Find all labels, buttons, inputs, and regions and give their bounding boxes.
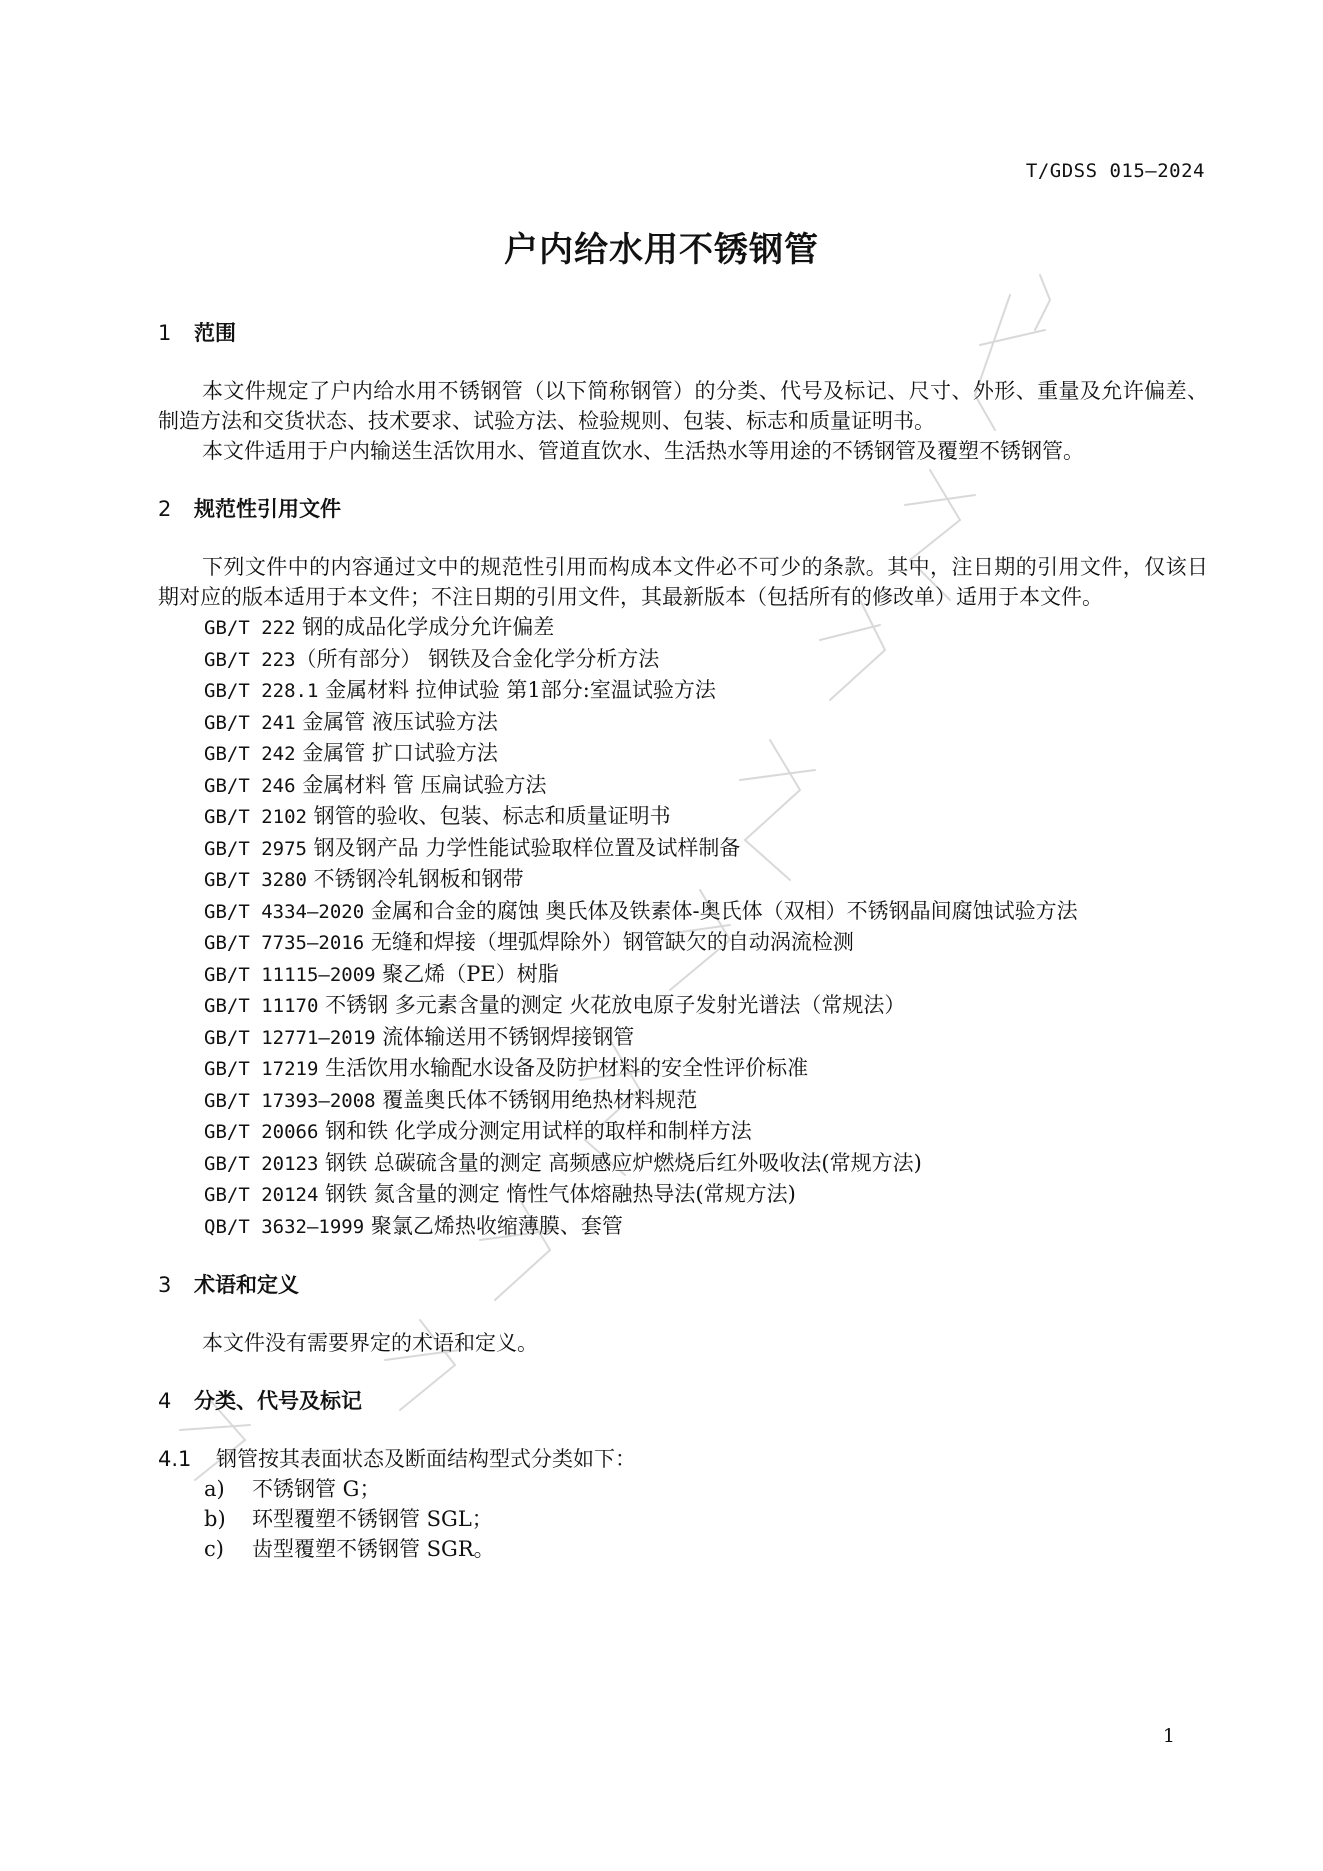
list-text: 齿型覆塑不锈钢管 SGR。 (252, 1537, 495, 1561)
reference-item (158, 1022, 1208, 1054)
reference-code: GB/T 246 (204, 774, 296, 797)
reference-code: GB/T 4334—2020 (204, 900, 365, 923)
section-number: 2 (158, 497, 172, 521)
reference-code: GB/T 7735—2016 (204, 932, 365, 954)
reference-item (158, 833, 1208, 865)
section-number: 3 (158, 1273, 172, 1297)
reference-code: QB/T 3632—1999 (204, 1215, 365, 1238)
reference-item (158, 1148, 1208, 1180)
reference-item (158, 675, 1208, 707)
reference-code: GB/T 20123 (204, 1152, 319, 1175)
reference-title: 钢的成品化学成分允许偏差 (302, 615, 555, 639)
document-body (158, 318, 1208, 1564)
reference-item (158, 990, 1208, 1022)
reference-title: 聚氯乙烯热收缩薄膜、套管 (370, 1213, 623, 1238)
reference-title: 不锈钢冷轧钢板和钢带 (313, 867, 524, 891)
section-heading-terms (158, 1270, 1208, 1300)
section-heading-classification (158, 1386, 1208, 1416)
reference-title: 聚乙烯（PE）树脂 (382, 961, 559, 986)
references-intro: 下列文件中的内容通过文中的规范性引用而构成本文件必不可少的条款。其中，注日期的引用文件，仅该日期对应的版本适用于本文件；不注日期的引用文件，其最新版本（包括所有的修改单）适用于本文件。 (158, 555, 1208, 609)
reference-code: GB/T 222 (204, 617, 296, 639)
reference-title: 金属管 扩口试验方法 (302, 741, 498, 765)
reference-code: GB/T 2975 (204, 837, 307, 860)
reference-title: 金属和合金的腐蚀 奥氏体及铁素体-奥氏体（双相）不锈钢晶间腐蚀试验方法 (370, 898, 1078, 923)
reference-title: 金属材料 管 压扁试验方法 (302, 772, 547, 797)
scope-paragraph: 本文件规定了户内给水用不锈钢管（以下简称钢管）的分类、代号及标记、尺寸、外形、重量及允许偏差、制造方法和交货状态、技术要求、试验方法、检验规则、包装、标志和质量证明书。 (158, 379, 1208, 433)
section-title: 规范性引用文件 (194, 497, 341, 521)
reference-title: 不锈钢 多元素含量的测定 火花放电原子发射光谱法（常规法） (325, 993, 906, 1017)
classification-list (158, 1474, 1208, 1564)
reference-item (158, 896, 1208, 928)
reference-title: 生活饮用水输配水设备及防护材料的安全性评价标准 (325, 1056, 809, 1080)
section-number: 4 (158, 1389, 172, 1413)
clause-number: 4.1 (158, 1447, 192, 1471)
reference-code: GB/T 242 (204, 743, 296, 765)
list-text: 不锈钢管 G； (252, 1477, 381, 1501)
reference-code: GB/T 17219 (204, 1058, 319, 1080)
reference-item (158, 959, 1208, 991)
reference-item (158, 612, 1208, 644)
reference-item (158, 738, 1208, 770)
reference-list (158, 612, 1208, 1242)
document-title: 户内给水用不锈钢管 (504, 230, 819, 270)
reference-item (158, 1053, 1208, 1085)
section-title: 分类、代号及标记 (194, 1389, 362, 1413)
list-letter: c) (204, 1537, 224, 1561)
section-title: 术语和定义 (194, 1273, 299, 1297)
section-heading-scope (158, 318, 1208, 348)
reference-item (158, 770, 1208, 802)
reference-title: 金属材料 拉伸试验 第1部分:室温试验方法 (325, 678, 716, 702)
reference-code: GB/T 11115—2009 (204, 963, 376, 986)
terms-paragraph: 本文件没有需要界定的术语和定义。 (202, 1331, 538, 1355)
list-item (158, 1534, 1208, 1564)
reference-title: 流体输送用不锈钢焊接钢管 (382, 1024, 635, 1049)
reference-title: 钢和铁 化学成分测定用试样的取样和制样方法 (325, 1119, 752, 1143)
reference-item (158, 1085, 1208, 1117)
reference-title: 钢及钢产品 力学性能试验取样位置及试样制备 (313, 835, 741, 860)
reference-item (158, 801, 1208, 833)
section-title: 范围 (194, 321, 236, 345)
reference-code: GB/T 20124 (204, 1184, 319, 1206)
list-item (158, 1474, 1208, 1504)
reference-code: GB/T 228.1 (204, 680, 319, 702)
reference-code: GB/T 2102 (204, 806, 307, 828)
clause-4-1 (158, 1444, 1208, 1474)
document-code: T/GDSS 015—2024 (1025, 160, 1205, 182)
reference-code: GB/T 241 (204, 711, 296, 734)
page-number: 1 (1162, 1725, 1175, 1747)
list-text: 环型覆塑不锈钢管 SGL； (252, 1507, 493, 1531)
list-letter: b) (204, 1507, 226, 1531)
reference-title: 金属管 液压试验方法 (302, 709, 498, 734)
reference-title: 钢铁 氮含量的测定 惰性气体熔融热导法(常规方法) (325, 1182, 796, 1206)
reference-title: 无缝和焊接（埋弧焊除外）钢管缺欠的自动涡流检测 (370, 930, 854, 954)
reference-item (158, 707, 1208, 739)
reference-item (158, 1179, 1208, 1211)
reference-code: GB/T 11170 (204, 995, 319, 1017)
reference-code: GB/T 17393—2008 (204, 1089, 376, 1112)
reference-item (158, 1116, 1208, 1148)
reference-title: 钢管的验收、包装、标志和质量证明书 (313, 804, 671, 828)
reference-item (158, 1211, 1208, 1243)
reference-title: 覆盖奥氏体不锈钢用绝热材料规范 (382, 1087, 698, 1112)
reference-item (158, 864, 1208, 896)
section-heading-normative-references (158, 494, 1208, 524)
list-item (158, 1504, 1208, 1534)
clause-text: 钢管按其表面状态及断面结构型式分类如下： (216, 1447, 636, 1471)
reference-item (158, 927, 1208, 959)
reference-code: GB/T 223 (204, 648, 296, 671)
reference-code: GB/T 3280 (204, 869, 307, 891)
scope-paragraph: 本文件适用于户内输送生活饮用水、管道直饮水、生活热水等用途的不锈钢管及覆塑不锈钢管。 (202, 439, 1084, 463)
reference-item (158, 644, 1208, 676)
reference-code: GB/T 12771—2019 (204, 1026, 376, 1049)
list-letter: a) (204, 1477, 225, 1501)
reference-title: （所有部分） 钢铁及合金化学分析方法 (295, 646, 660, 671)
section-number: 1 (158, 321, 172, 345)
reference-code: GB/T 20066 (204, 1121, 319, 1143)
reference-title: 钢铁 总碳硫含量的测定 高频感应炉燃烧后红外吸收法(常规方法) (325, 1150, 922, 1175)
